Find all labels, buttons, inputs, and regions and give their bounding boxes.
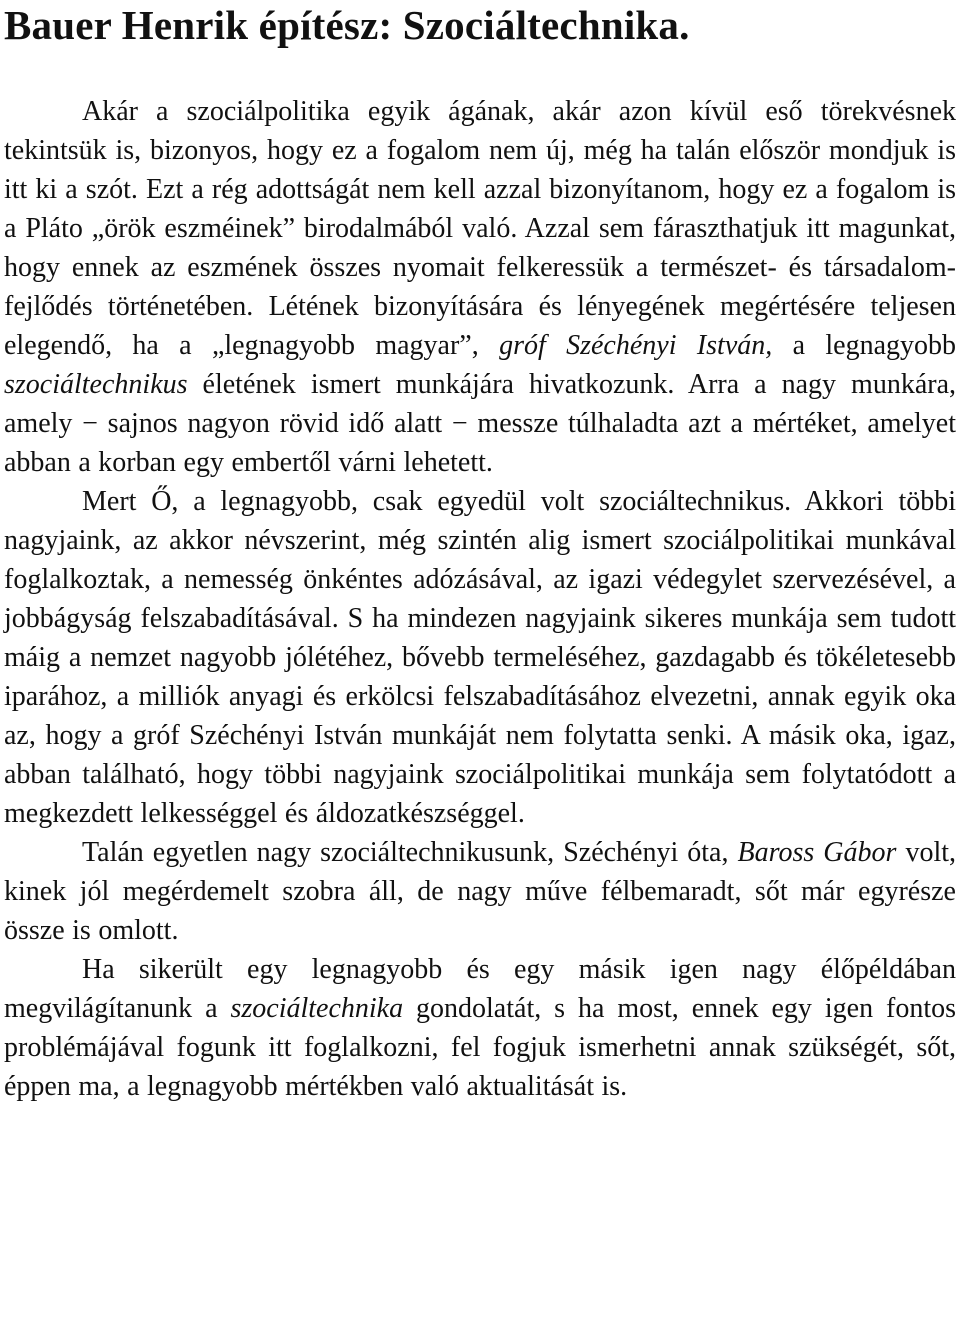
paragraph-text: Mert Ő, a legnagyobb, csak egyedül volt szociáltechnikus. Akkori többi nagyjaink, az akkor névszerint, még szintén alig ismert szociálpolitikai munkával foglalkoztak, a nemesség önkéntes adózásával, az igazi védegylet szervezésével, a jobbágyság felszabadításával. S ha mindezen nagyjaink sikeres munkája sem tudott máig a nemzet nagyobb jólétéhez, bővebb termeléséhez, gazdagabb és tökéletesebb iparához, a milliók anyagi és erkölcsi felszabadításához elvezetni, annak egyik oka az, hogy a gróf Széchényi István munkáját nem folytatta senki. A másik oka, igaz, abban található, hogy többi nagyjaink szociálpolitikai munkája sem folytatódott a megkezdett lelkességgel és áldozatkészséggel. [4,486,956,829]
paragraph-text: a legnagyobb [772,330,956,361]
paragraph-text: Talán egyetlen nagy szociáltechnikusunk, Széchényi óta, [82,837,738,868]
italic-text: Baross Gábor [737,837,897,868]
paragraph-text: volt, kinek jól megérdemelt szobra áll, de nagy műve félbemaradt, sőt már egyrésze össze is omlott. [4,837,957,946]
paragraph [4,92,956,482]
italic-text: szociáltechnika [230,993,404,1024]
italic-text: gróf Széchényi István, [499,330,773,361]
paragraph [4,482,956,833]
paragraph [4,950,956,1106]
paragraph-text: gondolatát, s ha most, ennek egy igen fontos problémájával fogunk itt foglalkozni, fel fogjuk ismerhetni annak szükségét, sőt, éppen ma, a legnagyobb mértékben való aktualitását is. [4,993,956,1102]
paragraph-text: Akár a szociálpolitika egyik ágának, akár azon kívül eső törekvésnek tekintsük is, bizonyos, hogy ez a fogalom nem új, még ha talán először mondjuk is itt ki a szót. Ezt a rég adottságát nem kell azzal bizonyítanom, hogy ez a fogalom is a Pláto „örök eszméinek” birodalmából való. Azzal sem fáraszthatjuk itt magunkat, hogy ennek az eszmének összes nyomait felkeressük a természet- és társadalom-fejlődés történetében. Létének bizonyítására és lényegének megértésére teljesen elegendő, ha a „legnagyobb magyar”, [4,96,956,361]
paragraph [4,833,956,950]
paragraph-text: Ha sikerült egy legnagyobb és egy másik igen nagy élőpéldában megvilágítanunk a [4,954,956,1024]
italic-text: szociáltechnikus [4,369,188,400]
document-title: Bauer Henrik építész: Szociáltechnika. [4,2,690,48]
paragraph-text: életének ismert munkájára hivatkozunk. Arra a nagy munkára, amely − sajnos nagyon rövid idő alatt − messze túlhaladta azt a mértéket, amelyet abban a korban egy embertől várni lehetett. [4,369,956,478]
